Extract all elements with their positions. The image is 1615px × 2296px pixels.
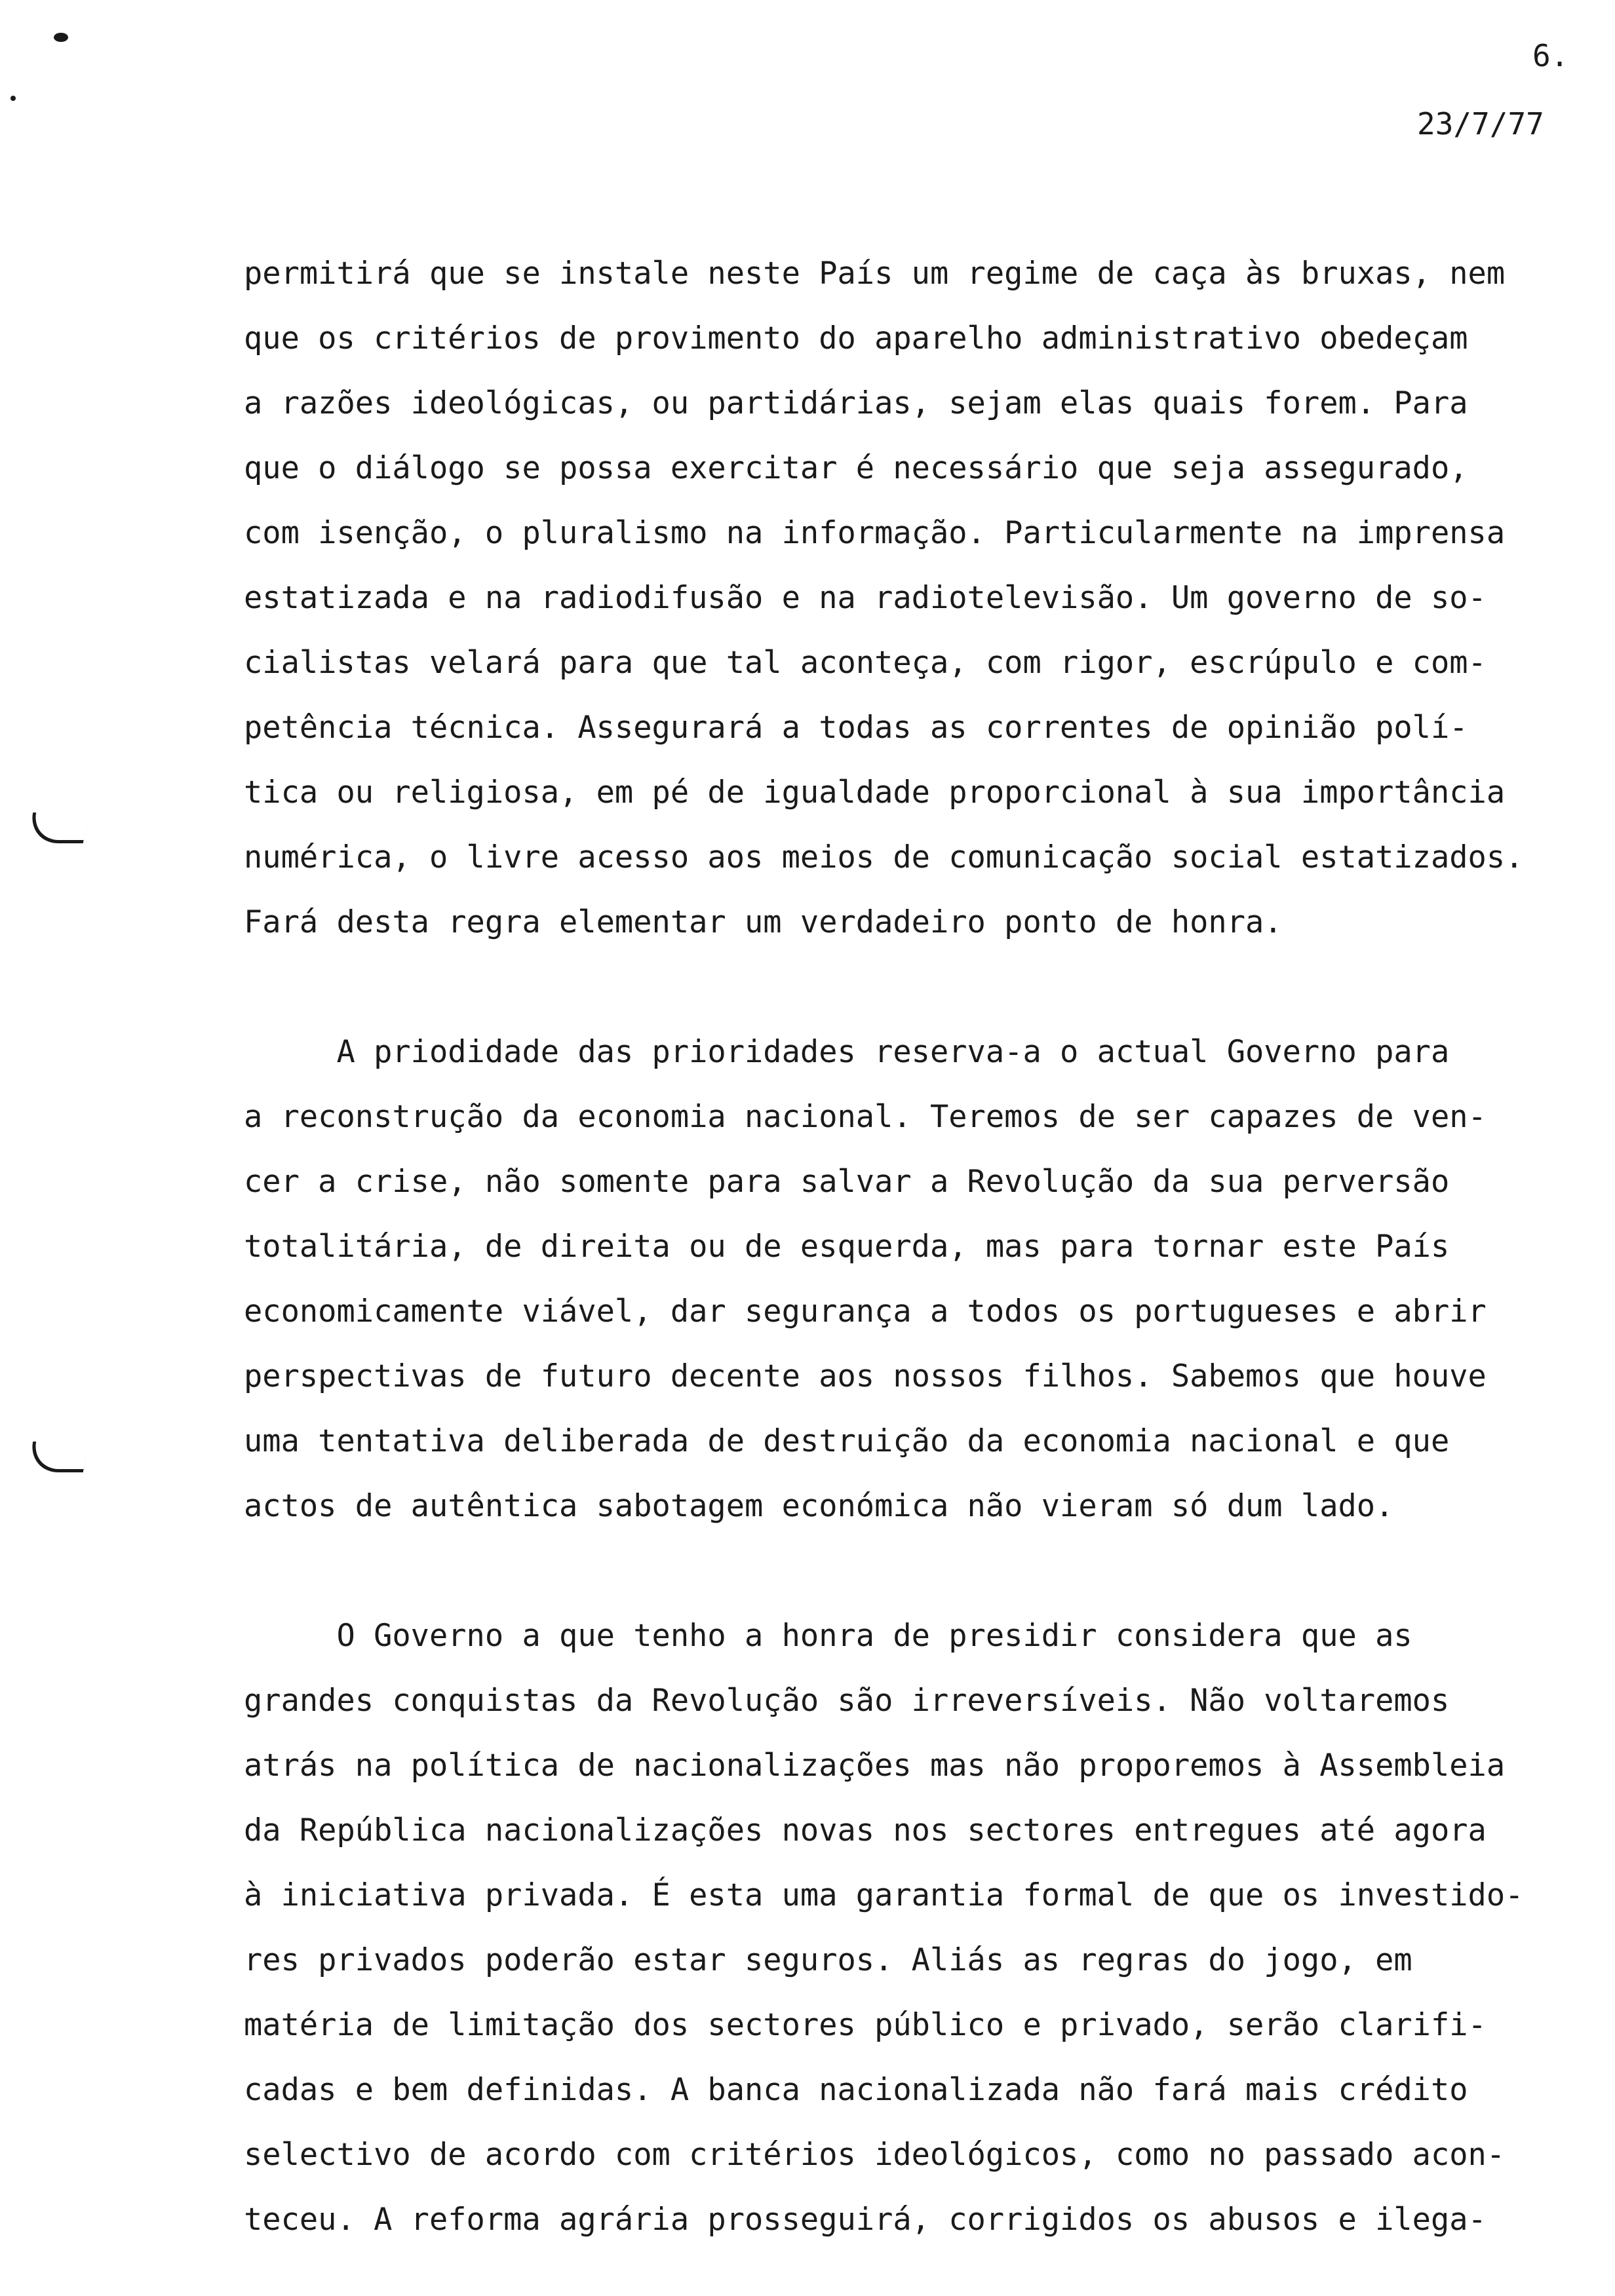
text-line: Fará desta regra elementar um verdadeiro ponto de honra.	[244, 904, 1283, 940]
paragraph-3	[244, 1603, 1607, 2252]
text-line: actos de autêntica sabotagem económica não vieram só dum lado.	[244, 1488, 1394, 1524]
text-line: cer a crise, não somente para salvar a Revolução da sua perversão	[244, 1164, 1450, 1200]
text-line: A priodidade das prioridades reserva-a o actual Governo para	[244, 1034, 1450, 1070]
text-line: O Governo a que tenho a honra de presidir considera que as	[244, 1618, 1412, 1654]
text-line: da República nacionalizações novas nos sectores entregues até agora	[244, 1812, 1487, 1848]
text-line: grandes conquistas da Revolução são irreversíveis. Não voltaremos	[244, 1683, 1450, 1719]
paragraph-spacer	[244, 1539, 1607, 1603]
text-line: atrás na política de nacionalizações mas não proporemos à Assembleia	[244, 1748, 1506, 1784]
paragraph-1	[244, 241, 1607, 955]
page-number: 6.	[1532, 38, 1569, 73]
page-date: 23/7/77	[1417, 106, 1544, 142]
scan-speck	[54, 33, 68, 42]
text-line: selectivo de acordo com critérios ideológicos, como no passado acon-	[244, 2137, 1506, 2173]
text-line: que os critérios de provimento do aparelho administrativo obedeçam	[244, 320, 1468, 356]
text-line: uma tentativa deliberada de destruição da economia nacional e que	[244, 1423, 1450, 1459]
text-line: que o diálogo se possa exercitar é necessário que seja assegurado,	[244, 450, 1468, 486]
text-line: perspectivas de futuro decente aos nossos filhos. Sabemos que houve	[244, 1358, 1487, 1394]
text-line: cadas e bem definidas. A banca nacionalizada não fará mais crédito	[244, 2072, 1468, 2108]
text-line: matéria de limitação dos sectores público e privado, serão clarifi-	[244, 2007, 1487, 2043]
text-line: petência técnica. Assegurará a todas as correntes de opinião polí-	[244, 710, 1468, 746]
text-line: a razões ideológicas, ou partidárias, sejam elas quais forem. Para	[244, 385, 1468, 421]
text-line: economicamente viável, dar segurança a todos os portugueses e abrir	[244, 1293, 1487, 1330]
text-line: totalitária, de direita ou de esquerda, mas para tornar este País	[244, 1229, 1450, 1265]
text-line: a reconstrução da economia nacional. Teremos de ser capazes de ven-	[244, 1099, 1487, 1135]
paragraph-2	[244, 1020, 1607, 1539]
text-line: teceu. A reforma agrária prosseguirá, corrigidos os abusos e ilega-	[244, 2202, 1487, 2238]
text-line: com isenção, o pluralismo na informação. Particularmente na imprensa	[244, 515, 1506, 551]
scan-speck	[10, 96, 16, 101]
text-line: res privados poderão estar seguros. Aliás as regras do jogo, em	[244, 1942, 1412, 1978]
text-line: tica ou religiosa, em pé de igualdade proporcional à sua importância	[244, 775, 1506, 811]
text-line: permitirá que se instale neste País um regime de caça às bruxas, nem	[244, 256, 1506, 292]
paragraph-spacer	[244, 955, 1607, 1020]
margin-hole-mark	[28, 1442, 88, 1472]
margin-hole-mark	[28, 813, 88, 843]
text-line: à iniciativa privada. É esta uma garantia formal de que os investido-	[244, 1877, 1524, 1913]
body-text	[244, 241, 1607, 2252]
text-line: estatizada e na radiodifusão e na radiotelevisão. Um governo de so-	[244, 580, 1487, 616]
text-line: numérica, o livre acesso aos meios de comunicação social estatizados.	[244, 839, 1524, 875]
text-line: cialistas velará para que tal aconteça, com rigor, escrúpulo e com-	[244, 645, 1487, 681]
